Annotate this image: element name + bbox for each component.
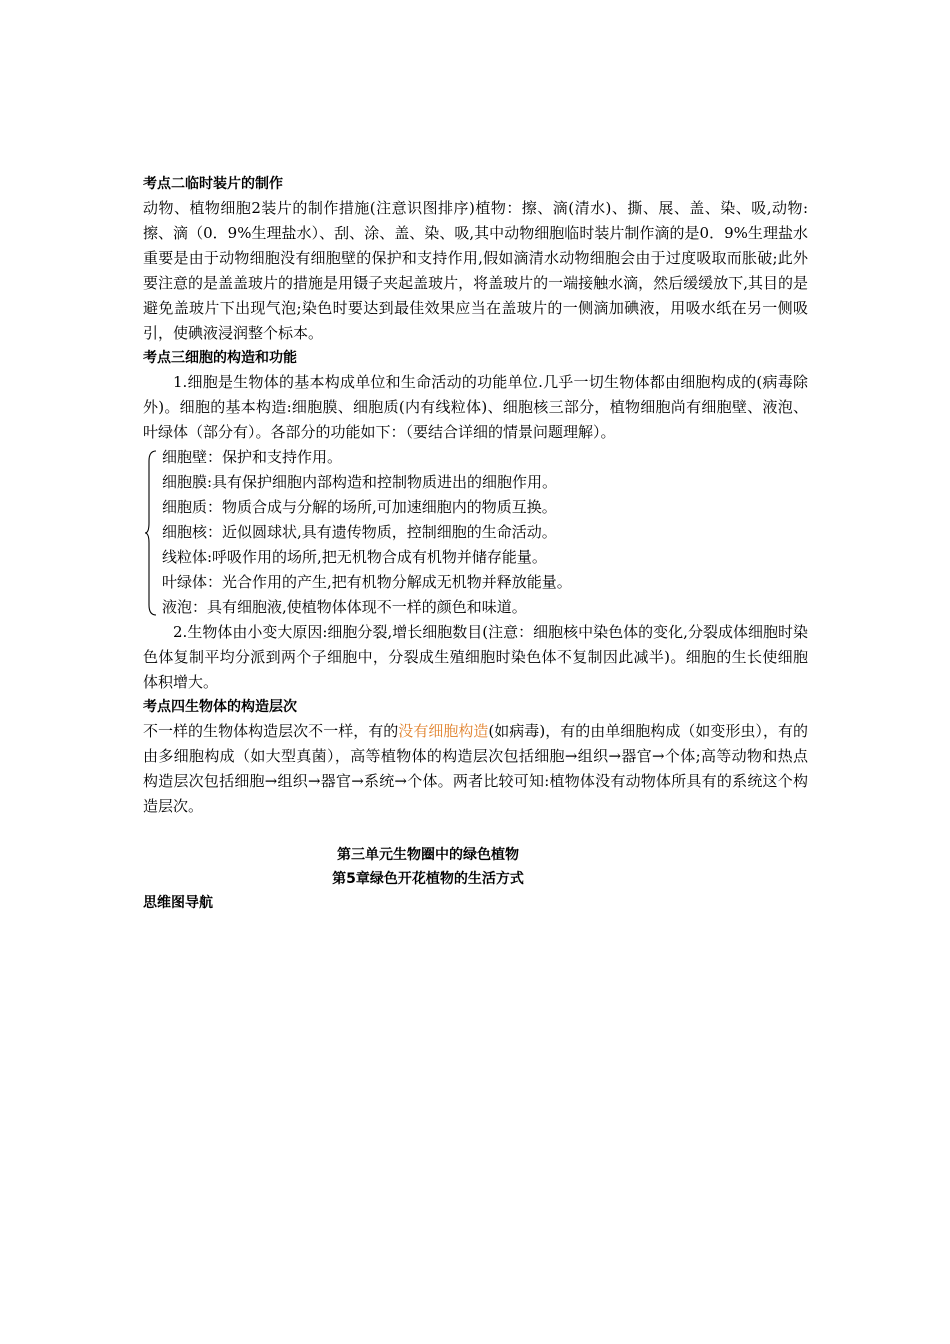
cell-part-item: 液泡：具有细胞液,使植物体体现不一样的颜色和味道。 (162, 598, 527, 616)
chapter-title: 第5章绿色开花植物的生活方式 (332, 871, 524, 887)
section2-body: 动物、植物细胞2装片的制作措施(注意识图排序)植物：擦、滴(清水)、撕、展、盖、染、吸,动物:擦、滴（0．9%生理盐水）、刮、涂、盖、染、吸,其中动物细胞临时装片制作滴的是0．9%生理盐水重要是由于动物细胞没有细胞壁的保护和支持作用,假如滴清水动物细胞会由于过度吸取而胀破;此外要注意的是盖盖玻片的措施是用镊子夹起盖玻片，将盖玻片的一端接触水滴，然后缓缓放下,其目的是避免盖玻片下出现气泡;染色时要达到最佳效果应当在盖玻片的一侧滴加碘液，用吸水纸在另一侧吸引，使碘液浸润整个标本。 (143, 199, 808, 342)
unit-title: 第三单元生物圈中的绿色植物 (337, 847, 519, 863)
section2-heading: 考点二临时装片的制作 (143, 176, 283, 192)
document-page (143, 172, 808, 915)
cell-part-item: 细胞质：物质合成与分解的场所,可加速细胞内的物质互换。 (162, 498, 557, 516)
section4-highlight-text: 没有细胞构造 (398, 722, 489, 740)
section3-para2: 2.生物体由小变大原因:细胞分裂,增长细胞数目(注意：细胞核中染色体的变化,分裂成体细胞时染色体复制平均分派到两个子细胞中，分裂成生殖细胞时染色体不复制因此减半)。细胞的生长使细胞体积增大。 (143, 623, 808, 691)
section3-para1: 1.细胞是生物体的基本构成单位和生命活动的功能单位.几乎一切生物体都由细胞构成的(病毒除外)。细胞的基本构造:细胞膜、细胞质(内有线粒体)、细胞核三部分，植物细胞尚有细胞壁、液泡、叶绿体（部分有）。各部分的功能如下：（要结合详细的情景问题理解）。 (143, 373, 808, 441)
left-brace-icon (144, 449, 158, 617)
blank-line (143, 819, 808, 843)
section4-body-post: (如病毒)，有的由单细胞构成（如变形虫），有的由多细胞构成（如大型真菌），高等植物体的构造层次包括细胞→组织→器官→个体;高等动物和热点构造层次包括细胞→组织→器官→系统→个体。两者比较可知:植物体没有动物体所具有的系统这个构造层次。 (143, 722, 808, 815)
cell-part-item: 叶绿体：光合作用的产生,把有机物分解成无机物并释放能量。 (162, 573, 572, 591)
cell-parts-list (143, 445, 808, 620)
mindmap-heading: 思维图导航 (143, 895, 213, 911)
section3-heading: 考点三细胞的构造和功能 (143, 350, 297, 366)
section4-body (143, 719, 808, 819)
cell-part-item: 线粒体:呼吸作用的场所,把无机物合成有机物并储存能量。 (162, 548, 547, 566)
cell-part-item: 细胞核：近似圆球状,具有遗传物质，控制细胞的生命活动。 (162, 523, 557, 541)
section4-heading: 考点四生物体的构造层次 (143, 699, 297, 715)
section4-body-pre: 不一样的生物体构造层次不一样，有的 (143, 722, 399, 740)
cell-part-item: 细胞壁：保护和支持作用。 (162, 448, 343, 466)
cell-part-item: 细胞膜:具有保护细胞内部构造和控制物质进出的细胞作用。 (162, 473, 558, 491)
